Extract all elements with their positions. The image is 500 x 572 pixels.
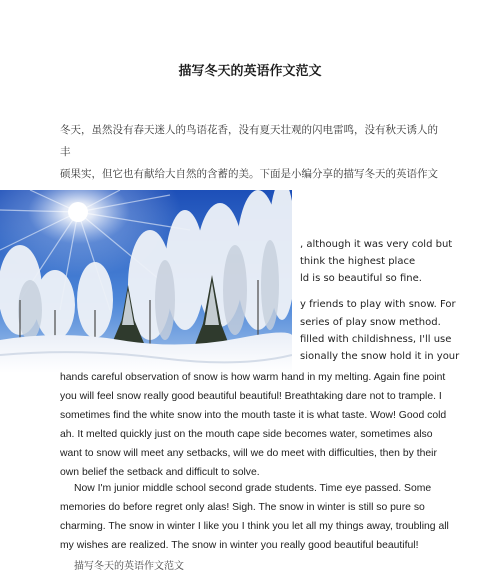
paragraph-line: charming. The snow in winter I like you I think you let all my things away, troubling all: [60, 521, 449, 532]
snowy-forest-photo: [0, 190, 292, 373]
paragraph-line: my wishes are realized. The snow in winter you really good beautiful beautiful!: [60, 540, 419, 551]
next-section-title: 描写冬天的英语作文范文: [74, 561, 184, 572]
paragraph-line: ah. It melted quickly just on the mouth cape side becomes water, sometimes also: [60, 429, 433, 440]
body-paragraph-2: [60, 479, 449, 555]
paragraph-line: own belief the setback and difficult to solve.: [60, 467, 260, 478]
page-title: 描写冬天的英语作文范文: [178, 64, 322, 79]
text-fragment: series of play snow method.: [300, 317, 441, 328]
text-fragment: ld is so beautiful so fine.: [300, 273, 422, 284]
intro-line: 硕果实，但它也有献给大自然的含蓄的美。下面是小编分享的描写冬天的英语作文: [60, 168, 438, 180]
text-fragment: think the highest place: [300, 256, 416, 267]
paragraph-line: memories do before regret only alas! Sigh. The snow in winter is still so pure so: [60, 502, 425, 513]
paragraph-line: hands careful observation of snow is how warm hand in my melting. Again fine point: [60, 372, 446, 383]
paragraph-line: Now I'm junior middle school second grade students. Time eye passed. Some: [74, 483, 432, 494]
paragraph-line: you will feel snow really good beautiful beautiful! Breathtaking dare not to trample. I: [60, 391, 442, 402]
body-paragraph-1: [60, 368, 445, 482]
text-fragment: , although it was very cold but: [300, 239, 453, 250]
text-fragment: y friends to play with snow. For: [300, 299, 456, 310]
paragraph-line: want to snow will meet any setbacks, will we do meet with difficulties, then by their: [60, 448, 437, 459]
text-fragment: filled with childishness, I'll use: [300, 334, 452, 345]
intro-line: 冬天，虽然没有春天迷人的鸟语花香，没有夏天壮观的闪电雷鸣，没有秋天诱人的丰: [60, 124, 438, 158]
text-fragment: sionally the snow hold it in your: [300, 351, 460, 362]
paragraph-line: sometimes find the white snow into the mouth taste it is what taste. Wow! Good cold: [60, 410, 447, 421]
